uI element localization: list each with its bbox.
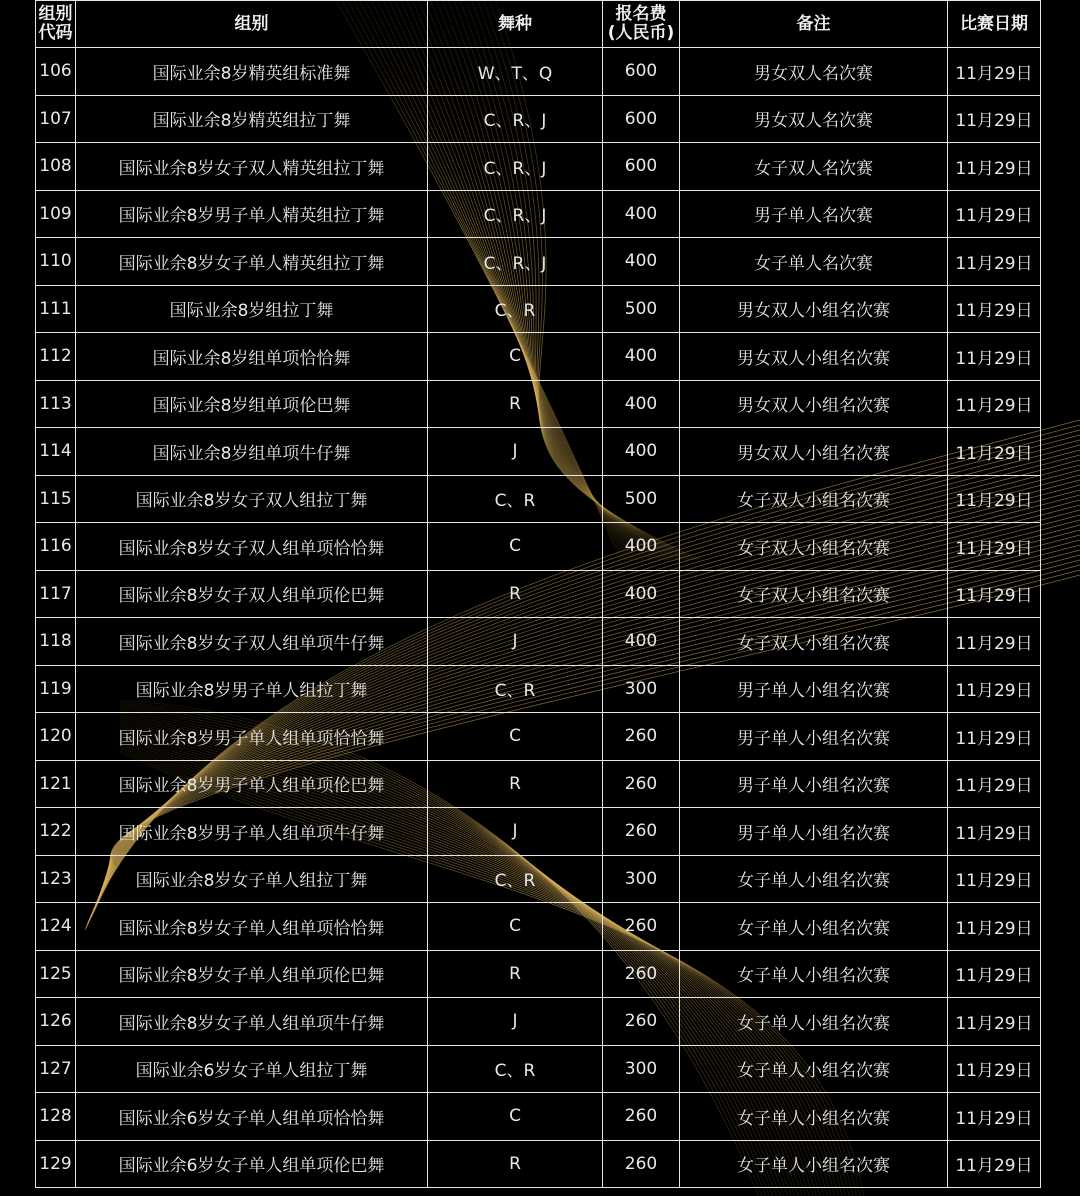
cell-fee: 300 xyxy=(603,665,680,713)
header-group: 组别 xyxy=(76,1,428,48)
cell-dance: C、R、J xyxy=(428,143,603,191)
cell-code: 108 xyxy=(36,143,76,191)
cell-fee: 260 xyxy=(603,903,680,951)
cell-dance: J xyxy=(428,618,603,666)
header-code: 组别 代码 xyxy=(36,1,76,48)
cell-date: 11月29日 xyxy=(948,428,1041,476)
cell-group: 国际业余8岁女子双人组单项伦巴舞 xyxy=(76,570,428,618)
cell-date: 11月29日 xyxy=(948,523,1041,571)
cell-code: 126 xyxy=(36,998,76,1046)
cell-fee: 300 xyxy=(603,1045,680,1093)
cell-dance: R xyxy=(428,570,603,618)
cell-date: 11月29日 xyxy=(948,618,1041,666)
cell-group: 国际业余8岁男子单人组拉丁舞 xyxy=(76,665,428,713)
cell-date: 11月29日 xyxy=(948,190,1041,238)
cell-dance: R xyxy=(428,380,603,428)
cell-date: 11月29日 xyxy=(948,48,1041,96)
cell-fee: 400 xyxy=(603,618,680,666)
cell-dance: C xyxy=(428,523,603,571)
table-row xyxy=(36,998,1041,1046)
header-dance: 舞种 xyxy=(428,1,603,48)
cell-code: 113 xyxy=(36,380,76,428)
cell-fee: 260 xyxy=(603,998,680,1046)
cell-code: 111 xyxy=(36,285,76,333)
cell-date: 11月29日 xyxy=(948,333,1041,381)
cell-dance: R xyxy=(428,760,603,808)
cell-date: 11月29日 xyxy=(948,1045,1041,1093)
cell-code: 106 xyxy=(36,48,76,96)
cell-date: 11月29日 xyxy=(948,143,1041,191)
cell-group: 国际业余8岁女子双人组拉丁舞 xyxy=(76,475,428,523)
cell-note: 女子双人名次赛 xyxy=(680,143,948,191)
cell-date: 11月29日 xyxy=(948,760,1041,808)
cell-fee: 400 xyxy=(603,428,680,476)
header-note: 备注 xyxy=(680,1,948,48)
cell-dance: C、R xyxy=(428,665,603,713)
table-row xyxy=(36,380,1041,428)
cell-note: 女子双人小组名次赛 xyxy=(680,523,948,571)
cell-group: 国际业余8岁女子单人组单项伦巴舞 xyxy=(76,950,428,998)
cell-group: 国际业余8岁女子双人组单项恰恰舞 xyxy=(76,523,428,571)
cell-date: 11月29日 xyxy=(948,238,1041,286)
table-row xyxy=(36,48,1041,96)
cell-code: 112 xyxy=(36,333,76,381)
cell-note: 男女双人小组名次赛 xyxy=(680,333,948,381)
cell-note: 男女双人名次赛 xyxy=(680,95,948,143)
cell-group: 国际业余8岁组单项牛仔舞 xyxy=(76,428,428,476)
table-row xyxy=(36,855,1041,903)
cell-date: 11月29日 xyxy=(948,713,1041,761)
cell-date: 11月29日 xyxy=(948,1140,1041,1188)
cell-code: 125 xyxy=(36,950,76,998)
cell-fee: 600 xyxy=(603,95,680,143)
table-row xyxy=(36,428,1041,476)
table-row xyxy=(36,285,1041,333)
cell-group: 国际业余8岁组单项恰恰舞 xyxy=(76,333,428,381)
cell-fee: 260 xyxy=(603,1093,680,1141)
cell-group: 国际业余8岁女子单人组单项牛仔舞 xyxy=(76,998,428,1046)
cell-dance: C xyxy=(428,333,603,381)
cell-date: 11月29日 xyxy=(948,475,1041,523)
cell-dance: C xyxy=(428,713,603,761)
registration-table xyxy=(35,0,1041,1188)
table-row xyxy=(36,143,1041,191)
cell-dance: C、R xyxy=(428,475,603,523)
cell-group: 国际业余8岁女子单人精英组拉丁舞 xyxy=(76,238,428,286)
cell-note: 女子单人小组名次赛 xyxy=(680,1093,948,1141)
cell-code: 109 xyxy=(36,190,76,238)
cell-note: 男女双人小组名次赛 xyxy=(680,380,948,428)
cell-note: 男子单人小组名次赛 xyxy=(680,713,948,761)
cell-fee: 400 xyxy=(603,570,680,618)
cell-date: 11月29日 xyxy=(948,95,1041,143)
cell-code: 119 xyxy=(36,665,76,713)
cell-dance: R xyxy=(428,1140,603,1188)
cell-note: 男子单人小组名次赛 xyxy=(680,760,948,808)
cell-fee: 500 xyxy=(603,285,680,333)
table-row xyxy=(36,1045,1041,1093)
cell-group: 国际业余6岁女子单人组单项伦巴舞 xyxy=(76,1140,428,1188)
cell-group: 国际业余8岁男子单人精英组拉丁舞 xyxy=(76,190,428,238)
cell-dance: C、R、J xyxy=(428,95,603,143)
cell-code: 129 xyxy=(36,1140,76,1188)
cell-fee: 400 xyxy=(603,523,680,571)
cell-group: 国际业余8岁女子单人组单项恰恰舞 xyxy=(76,903,428,951)
cell-note: 男女双人小组名次赛 xyxy=(680,428,948,476)
cell-note: 女子双人小组名次赛 xyxy=(680,570,948,618)
cell-code: 120 xyxy=(36,713,76,761)
cell-code: 123 xyxy=(36,855,76,903)
cell-dance: C、R xyxy=(428,285,603,333)
cell-note: 女子单人小组名次赛 xyxy=(680,998,948,1046)
cell-date: 11月29日 xyxy=(948,903,1041,951)
cell-group: 国际业余8岁组拉丁舞 xyxy=(76,285,428,333)
cell-date: 11月29日 xyxy=(948,808,1041,856)
cell-code: 117 xyxy=(36,570,76,618)
table-row xyxy=(36,808,1041,856)
cell-fee: 600 xyxy=(603,48,680,96)
cell-fee: 260 xyxy=(603,1140,680,1188)
table-row xyxy=(36,713,1041,761)
cell-dance: C、R xyxy=(428,1045,603,1093)
cell-group: 国际业余8岁男子单人组单项牛仔舞 xyxy=(76,808,428,856)
cell-dance: C、R xyxy=(428,855,603,903)
cell-group: 国际业余8岁男子单人组单项伦巴舞 xyxy=(76,760,428,808)
cell-dance: C xyxy=(428,1093,603,1141)
table-row xyxy=(36,903,1041,951)
cell-note: 男女双人小组名次赛 xyxy=(680,285,948,333)
cell-note: 女子单人小组名次赛 xyxy=(680,950,948,998)
cell-date: 11月29日 xyxy=(948,380,1041,428)
cell-group: 国际业余8岁组单项伦巴舞 xyxy=(76,380,428,428)
cell-date: 11月29日 xyxy=(948,950,1041,998)
cell-code: 116 xyxy=(36,523,76,571)
cell-code: 122 xyxy=(36,808,76,856)
cell-fee: 500 xyxy=(603,475,680,523)
cell-code: 115 xyxy=(36,475,76,523)
cell-date: 11月29日 xyxy=(948,570,1041,618)
table-header-row xyxy=(36,1,1041,48)
cell-dance: W、T、Q xyxy=(428,48,603,96)
cell-code: 124 xyxy=(36,903,76,951)
cell-group: 国际业余8岁女子单人组拉丁舞 xyxy=(76,855,428,903)
table-row xyxy=(36,238,1041,286)
table-row xyxy=(36,950,1041,998)
table-row xyxy=(36,333,1041,381)
cell-code: 107 xyxy=(36,95,76,143)
cell-note: 男子单人小组名次赛 xyxy=(680,808,948,856)
cell-fee: 300 xyxy=(603,855,680,903)
cell-group: 国际业余8岁女子双人精英组拉丁舞 xyxy=(76,143,428,191)
table-body xyxy=(36,48,1041,1188)
cell-date: 11月29日 xyxy=(948,285,1041,333)
table-row xyxy=(36,665,1041,713)
cell-date: 11月29日 xyxy=(948,998,1041,1046)
table-row xyxy=(36,618,1041,666)
cell-fee: 400 xyxy=(603,380,680,428)
cell-note: 男子单人小组名次赛 xyxy=(680,665,948,713)
cell-date: 11月29日 xyxy=(948,1093,1041,1141)
cell-code: 118 xyxy=(36,618,76,666)
table-row xyxy=(36,95,1041,143)
cell-fee: 400 xyxy=(603,238,680,286)
cell-fee: 260 xyxy=(603,950,680,998)
cell-code: 127 xyxy=(36,1045,76,1093)
cell-note: 女子单人小组名次赛 xyxy=(680,1140,948,1188)
cell-dance: J xyxy=(428,998,603,1046)
table-row xyxy=(36,475,1041,523)
cell-group: 国际业余8岁女子双人组单项牛仔舞 xyxy=(76,618,428,666)
cell-fee: 260 xyxy=(603,760,680,808)
cell-dance: J xyxy=(428,808,603,856)
cell-dance: J xyxy=(428,428,603,476)
cell-note: 男子单人名次赛 xyxy=(680,190,948,238)
cell-note: 女子单人名次赛 xyxy=(680,238,948,286)
cell-fee: 400 xyxy=(603,190,680,238)
cell-code: 110 xyxy=(36,238,76,286)
cell-group: 国际业余8岁男子单人组单项恰恰舞 xyxy=(76,713,428,761)
cell-code: 121 xyxy=(36,760,76,808)
table-row xyxy=(36,523,1041,571)
cell-fee: 600 xyxy=(603,143,680,191)
registration-table-wrap xyxy=(35,0,1040,1188)
cell-dance: C、R、J xyxy=(428,190,603,238)
table-row xyxy=(36,190,1041,238)
cell-code: 114 xyxy=(36,428,76,476)
cell-note: 女子双人小组名次赛 xyxy=(680,475,948,523)
cell-dance: R xyxy=(428,950,603,998)
cell-fee: 260 xyxy=(603,713,680,761)
cell-dance: C、R、J xyxy=(428,238,603,286)
cell-fee: 260 xyxy=(603,808,680,856)
cell-note: 女子单人小组名次赛 xyxy=(680,855,948,903)
cell-note: 女子单人小组名次赛 xyxy=(680,903,948,951)
cell-note: 女子双人小组名次赛 xyxy=(680,618,948,666)
header-date: 比赛日期 xyxy=(948,1,1041,48)
cell-note: 女子单人小组名次赛 xyxy=(680,1045,948,1093)
cell-code: 128 xyxy=(36,1093,76,1141)
table-row xyxy=(36,1093,1041,1141)
cell-note: 男女双人名次赛 xyxy=(680,48,948,96)
cell-fee: 400 xyxy=(603,333,680,381)
cell-group: 国际业余8岁精英组拉丁舞 xyxy=(76,95,428,143)
cell-group: 国际业余6岁女子单人组拉丁舞 xyxy=(76,1045,428,1093)
header-fee: 报名费 (人民币) xyxy=(603,1,680,48)
table-row xyxy=(36,570,1041,618)
table-row xyxy=(36,760,1041,808)
cell-date: 11月29日 xyxy=(948,665,1041,713)
table-row xyxy=(36,1140,1041,1188)
cell-date: 11月29日 xyxy=(948,855,1041,903)
cell-group: 国际业余8岁精英组标准舞 xyxy=(76,48,428,96)
cell-dance: C xyxy=(428,903,603,951)
cell-group: 国际业余6岁女子单人组单项恰恰舞 xyxy=(76,1093,428,1141)
